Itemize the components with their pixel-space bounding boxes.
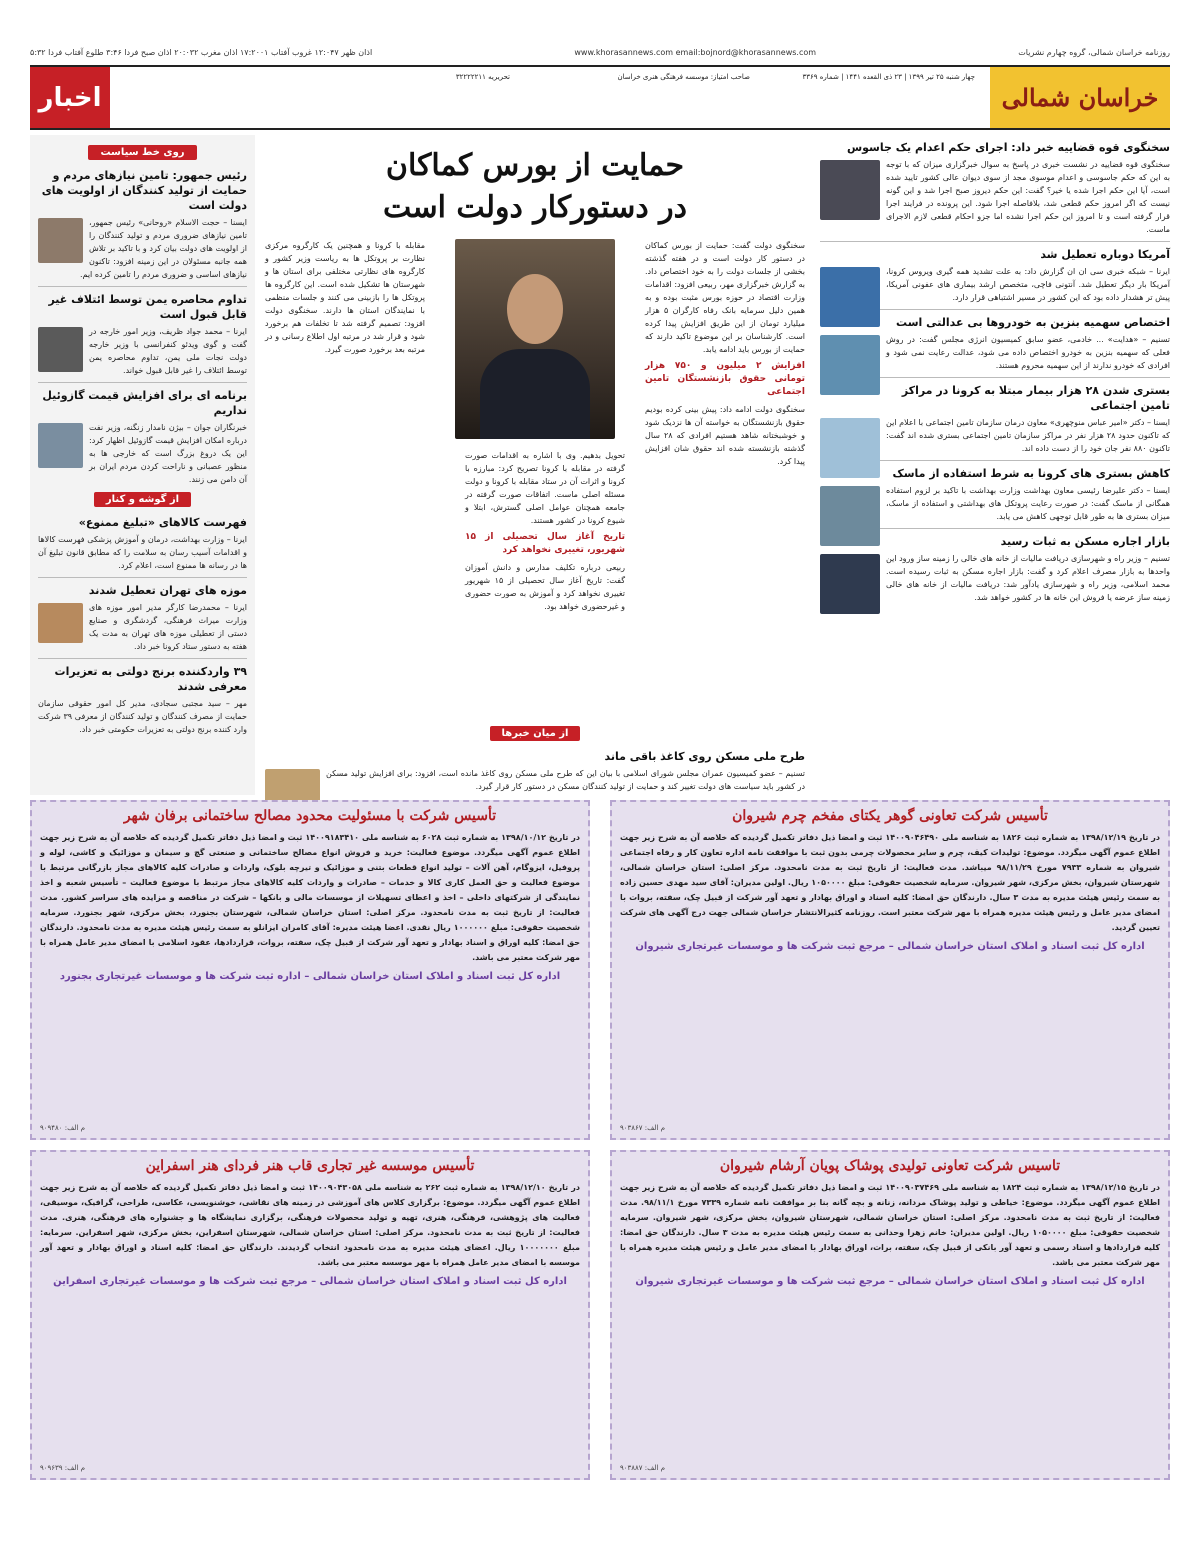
topline-mid[interactable]: www.khorasannews.com email:bojnord@khorasannews.com [574, 48, 817, 57]
news-title-5[interactable]: کاهش بستری های کرونا به شرط استفاده از ماسک [892, 467, 1170, 480]
topline [30, 48, 1170, 57]
section-label: اخبار [30, 67, 110, 128]
news-body-5: ایسنا – دکتر علیرضا رئیسی معاون بهداشت وزارت بهداشت با تاکید بر لزوم استفاده همگانی از ماسک گفت: در صورت رعایت پروتکل های بهداشتی و استفاده از ماسک، میزان بستری ها به طور قابل توجهی کاهش می یابد. [886, 486, 1170, 521]
topline-left: اذان ظهر ۱۲:۰۴۷ غروب آفتاب ۱۷:۲۰۰۱ اذان مغرب ۲۰:۰۳۲ اذان صبح فردا ۳:۴۶ طلوع آفتاب فردا ۵:۳۲ [30, 48, 373, 57]
left-title-4[interactable]: فهرست کالاهای «تبلیغ ممنوع» [78, 516, 247, 529]
news-title-4[interactable]: بستری شدن ۲۸ هزار بیمار مبتلا به کرونا در مراکز تامین اجتماعی [901, 384, 1170, 412]
left-body-5: ایرنا – محمدرضا کارگر مدیر امور موزه های وزارت میراث فرهنگی، گردشگری و صنایع دستی از تعطیلی موزه های تهران به مدت یک هفته به دستور ستاد کرونا خبر داد. [89, 603, 247, 651]
main-story [265, 239, 805, 719]
left-body-2: ایرنا – محمد جواد ظریف، وزیر امور خارجه در گفت و گوی ویدئو کنفرانسی با وزیر خارجه دولت نجات ملی یمن، تداوم محاصره یمن توسط ائتلاف را غیر قابل قبول خواند. [89, 327, 247, 375]
news-body-2: ایرنا – شبکه خبری سی ان ان گزارش داد: به علت تشدید همه گیری ویروس کرونا، آمریکا بار دیگر تعطیل شد. آنتونی فاچی، متخصص ارشد بیماری های عفونی آمریکا، پیش تر هشدار داده بود که این کشور در مسیر اشتباهی قرار دارد. [886, 267, 1170, 302]
masthead-info-1 [775, 72, 975, 82]
left-title-1[interactable]: رئیس جمهور: تامین نیازهای مردم و حمایت از تولید کنندگان از اولویت های دولت است [41, 169, 247, 212]
ad-body: در تاریخ ۱۳۹۸/۱۲/۱۹ به شماره ثبت ۱۸۲۶ به شناسه ملی ۱۴۰۰۹۰۴۶۴۹۰ ثبت و امضا ذیل دفاتر تکمیل گردیده که خلاصه آن به شرح زیر جهت اطلاع عموم آگهی میگردد. موضوع: تولیدات کیف، چرم و سایر محصولات چرمی بدون ثبت با موافقت نامه اداره تعاون کار و رفاه اجتماعی شیروان به شماره ۷۹۳۳ مورخ ۹۸/۱۱/۲۹ میباشد. مدت فعالیت: از تاریخ ثبت به مدت نامحدود. مرکز اصلی: استان خراسان شمالی، شهرستان شیروان، بخش مرکزی، شهر شیروان. سرمایه شخصیت حقوقی: مبلغ ۱۰۵۰۰۰۰ ریال. اولین مدیران: آقای سید مهدی حسین زاده به سمت رئیس هیئت مدیره به مدت ۳ سال. دارندگان حق امضا: کلیه اسناد و اوراق بهادار و تعهد آور شرکت از قبیل چک، سفته، بروات با امضای مدیر عامل و رئیس هیئت مدیره همراه با مهر شرکت معتبر است. روزنامه کثیرالانتشار خراسان شمالی جهت درج آگهی های شرکت تعیین گردید. [620, 833, 1160, 932]
photo-suit [480, 349, 590, 439]
tag-wrap [265, 720, 805, 744]
right-column [820, 135, 1170, 616]
news-body-4: ایسنا – دکتر «امیر عباس منوچهری» معاون درمان سازمان تامین اجتماعی با اعلام این که تاکنون حدود ۲۸ هزار نفر در مراکز سازمان تامین اجتماعی بستری شده اند گفت: تاکنون ۸۸۰ نفر جان خود را از دست داده اند. [886, 418, 1170, 453]
photo-thumbnail [38, 218, 83, 263]
news-title-1[interactable]: سخنگوی قوه قضاییه خبر داد: اجرای حکم اعدام یک جاسوس [846, 141, 1170, 154]
section-tag-corners: از گوشه و کنار [94, 492, 191, 507]
story-column-3 [265, 239, 425, 356]
topline-right: روزنامه خراسان شمالی، گروه چهارم نشریات [1018, 48, 1170, 57]
photo-thumbnail [820, 335, 880, 395]
ad-footer: اداره کل ثبت اسناد و املاک استان خراسان شمالی – مرجع ثبت شرکت ها و موسسات غیرتجاری اسفراین [53, 1276, 567, 1287]
tag-wrap [38, 486, 247, 510]
photo-thumbnail [820, 554, 880, 614]
newspaper-page [30, 40, 1170, 1480]
ad-footer: اداره کل ثبت اسناد و املاک استان خراسان شمالی – اداره ثبت شرکت ها و موسسات غیرتجاری بجنورد [59, 971, 561, 982]
middle-column [265, 135, 806, 791]
masthead-date: چهار شنبه ۲۵ تیر ۱۳۹۹ | ۲۳ ذی القعده ۱۴۴۱ | شماره ۳۳۶۹ [802, 73, 975, 81]
divider [820, 241, 1170, 242]
left-title-5[interactable]: موزه های تهران تعطیل شدند [88, 584, 247, 597]
left-body-6: مهر – سید مجتبی سجادی، مدیر کل امور حقوقی سازمان حمایت از مصرف کنندگان و تولید کنندگان از معرفی ۳۹ شرکت وارد کننده برنج دولتی به تعزیرات حکومتی خبر داد. [38, 699, 247, 734]
ad-box [610, 800, 1170, 1140]
ad-code: م الف: ۹۰۳۸۶۷ [620, 1124, 666, 1132]
ad-body: در تاریخ ۱۳۹۸/۱۲/۱۰ به شماره ثبت ۲۶۲ به شناسه ملی ۱۴۰۰۹۰۴۳۰۵۸ ثبت و امضا ذیل دفاتر تکمیل گردیده که خلاصه آن به شرح زیر جهت اطلاع عموم آگهی میگردد. موضوع: برگزاری کلاس های آموزشی در زمینه های نقاشی، خوشنویسی، عکاسی، طراحی، گرافیک، موسیقی، فعالیت های پژوهشی، فرهنگی، هنری، تهیه و تولید محصولات فرهنگی، برگزاری نمایشگاه ها و جشنواره های فرهنگی، هنری. مدت فعالیت: از تاریخ ثبت به مدت نامحدود. مرکز اصلی: استان خراسان شمالی، شهرستان اسفراین، بخش مرکزی، شهر اسفراین. سرمایه: مبلغ ۱۰۰۰۰۰۰۰ ریال. اعضای هیئت مدیره به مدت نامحدود انتخاب گردیدند. دارندگان حق امضا: کلیه اسناد و اوراق بهادار و تعهد آور موسسه با امضای مدیر عامل همراه با مهر موسسه معتبر می باشد. [40, 1183, 580, 1267]
news-body-1: سخنگوی قوه قضاییه در نشست خبری در پاسخ به سوال خبرگزاری میزان که با توجه به این که حکم جاسوسی و اعدام موسوی مجد از سوی دیوان عالی کشور تایید شده است، آیا این حکم اجرا شده یا خیر؟ گفت: این حکم دیروز صبح اجرا شد و این گونه نیست که اگر امروز حکم قطعی شد، بلافاصله اجرا شود. این پرونده در فرایند اجرا قرار گرفته است و تا امروز این حکم اجرا نشده اما جزو احکام قطعی لازم الاجرای ماست. [886, 160, 1170, 234]
photo-thumbnail [38, 423, 83, 468]
photo-thumbnail [820, 267, 880, 327]
divider [38, 286, 247, 287]
story-text-2b: ربیعی درباره تکلیف مدارس و دانش آموزان گفت: تاریخ آغاز سال تحصیلی از ۱۵ شهریور تغییری نخواهد کرد و آموزش به صورت حضوری و غیرحضوری خواهد بود. [465, 563, 625, 611]
ad-footer: اداره کل ثبت اسناد و املاک استان خراسان شمالی – مرجع ثبت شرکت ها و موسسات غیرتجاری شیروان [635, 1276, 1145, 1287]
photo-thumbnail [38, 327, 83, 372]
ad-title[interactable]: تاسیس شرکت تعاونی تولیدی پوشاک پویان آرشام شیروان [719, 1158, 1061, 1174]
left-body-1: ایسنا – حجت الاسلام «روحانی» رئیس جمهور، تامین نیازهای ضروری مردم و تولید کنندگان را از اولویت های دولت بیان کرد و با تاکید بر تلاش همه جانبه مسئولان در این زمینه افزود: تاکنون نیازهای اساسی و ضروری مردم را تامین کرده ایم. [79, 218, 247, 279]
story-subhead-1: افزایش ۲ میلیون و ۷۵۰ هزار تومانی حقوق بازنشستگان تامین اجتماعی [645, 361, 805, 397]
story-subhead-2: تاریخ آغاز سال تحصیلی از ۱۵ شهریور، تغییری نخواهد کرد [465, 532, 625, 555]
story-column-1 [645, 239, 805, 468]
divider [38, 658, 247, 659]
story-text-1: سخنگوی دولت گفت: حمایت از بورس کماکان در دستور کار دولت است و در هفته گذشته بخشی از جلسات دولت را به خود اختصاص داد. به گزارش خبرگزاری مهر، ربیعی افزود: اقدامات وزارت اقتصاد در حوزه بورس مثبت بوده و به همین دلیل سرمایه بانک رفاه کارگران ۵ هزار میلیارد تومان از این طریق افزایش پیدا کرده است. کارشناسان بر این موضوع تاکید دارند که حمایت از بورس باید ادامه یابد. [645, 241, 806, 354]
masthead-info-3 [330, 72, 510, 82]
ad-title[interactable]: تأسیس شرکت تعاونی گوهر یکتای مفخم چرم شیروان [732, 808, 1048, 824]
ad-body: در تاریخ ۱۳۹۸/۱۲/۱۵ به شماره ثبت ۱۸۲۴ به شناسه ملی ۱۴۰۰۹۰۳۷۴۶۹ ثبت و امضا ذیل دفاتر تکمیل گردیده که خلاصه آن به شرح زیر جهت اطلاع عموم آگهی میگردد. موضوع: خیاطی و تولید پوشاک مردانه، زنانه و بچه گانه بنا بر موافقت نامه شماره ۷۳۳۹ مورخ ۹۸/۱۱/۱. مدت فعالیت: از تاریخ ثبت به مدت نامحدود. مرکز اصلی: استان خراسان شمالی، شهرستان شیروان، بخش مرکزی، شهر شیروان. سرمایه شخصیت حقوقی: مبلغ ۱۰۵۰۰۰۰ ریال. اولین مدیران: خانم زهرا وحدانی به سمت رئیس هیئت مدیره به مدت ۳ سال. دارندگان حق امضا: کلیه قراردادها و اسناد رسمی و تعهد آور بانکی از قبیل چک، سفته، برات، اوراق بهادار با امضای مدیر عامل و رئیس هیئت مدیره همراه با مهر شرکت معتبر می باشد. [620, 1183, 1161, 1267]
photo-thumbnail [820, 486, 880, 546]
headline-line-1: حمایت از بورس کماکان [385, 148, 685, 183]
masthead-info-2 [550, 72, 750, 82]
news-title-6[interactable]: بازار اجاره مسکن به ثبات رسید [1000, 535, 1170, 548]
story-text-1b: سخنگوی دولت ادامه داد: پیش بینی کرده بودیم حقوق بازنشستگان به خواسته آن ها نزدیک شود و خوشبختانه شاهد هستیم افرادی که ۲۸ سال گذشته بازنشسته شده اند حقوق شان افزایش پیدا کرد. [645, 405, 805, 466]
ad-code: م الف: ۹۰۹۶۳۹ [40, 1464, 86, 1472]
left-column [30, 135, 255, 795]
divider [38, 577, 247, 578]
news-body-6: تسنیم – وزیر راه و شهرسازی دریافت مالیات از خانه های خالی را زمینه ساز ورود این واحدها به بازار مصرف اعلام کرد و گفت: بازار اجاره مسکن به ثبات رسیده است. محمد اسلامی، وزیر راه و شهرسازی یادآور شد: دریافت مالیات از خانه های خالی زمینه ساز عرضه یا فروش این خانه ها در کشور خواهد شد. [886, 554, 1170, 602]
masthead [30, 65, 1170, 130]
story-text-2: تحویل بدهیم. وی با اشاره به اقدامات صورت گرفته در مقابله با کرونا تصریح کرد: مبارزه با کرونا و اثرات آن در ستاد مقابله با کرونا و دولت مسئله اصلی ماست. اتفاقات صورت گرفته در جامعه همچنان عوامل اصلی گسترش، ابتلا و شیوع کرونا در کشور هستند. [465, 451, 625, 525]
photo-thumbnail [38, 603, 83, 643]
divider [38, 382, 247, 383]
left-body-4: ایرنا – وزارت بهداشت، درمان و آموزش پزشکی فهرست کالاها و اقدامات آسیب رسان به سلامت را که مطابق قانون تبلیغ آن ها در رسانه ها ممنوع است، اعلام کرد. [38, 535, 247, 570]
ad-code: م الف: ۹۰۳۸۸۷ [620, 1464, 666, 1472]
tag-wrap [38, 139, 247, 163]
ad-box [610, 1150, 1170, 1480]
left-title-6[interactable]: ۳۹ واردکننده برنج دولتی به تعزیرات معرفی شدند [54, 665, 247, 693]
left-title-3[interactable]: برنامه ای برای افزایش قیمت گازوئیل نداریم [42, 389, 247, 417]
ad-code: م الف: ۹۰۹۴۸۰ [40, 1124, 86, 1132]
ad-title[interactable]: تأسیس شرکت با مسئولیت محدود مصالح ساختمانی برفان شهر [123, 808, 497, 824]
section-tag-politics: روی خط سیاست [88, 145, 196, 160]
ad-box [30, 1150, 590, 1480]
news-body-3: تسنیم – «هدایت» ... خادمی، عضو سابق کمیسیون انرژی مجلس گفت: در روش فعلی که سهمیه بنزین به خودرو اختصاص داده می شود، عدالت رعایت نمی شود و افرادی که خودرو ندارند از این سهمیه محروم هستند. [886, 335, 1170, 370]
ad-title[interactable]: تأسیس موسسه غیر تجاری قاب هنر فردای هنر اسفراین [145, 1158, 475, 1174]
story-column-2 [465, 449, 625, 613]
photo-face [507, 274, 563, 344]
photo-thumbnail [820, 418, 880, 478]
logo[interactable]: خراسان شمالی [990, 67, 1170, 128]
left-title-2[interactable]: تداوم محاصره یمن توسط ائتلاف غیر قابل قبول است [48, 293, 247, 321]
left-body-3: خبرنگاران جوان – بیژن نامدار زنگنه، وزیر نفت درباره امکان افزایش قیمت گازوئیل اظهار کرد: این یک دروغ بزرگ است که خارجی ها به منظور عصبانی و ناراحت کردن مردم ایران بر آن دامن می زنند. [89, 423, 247, 484]
masthead-phone: تحریریه ۳۲۲۲۲۲۱۱ [455, 73, 510, 81]
strip-title[interactable]: طرح ملی مسکن روی کاغذ باقی ماند [604, 750, 805, 763]
news-title-2[interactable]: آمریکا دوباره تعطیل شد [1040, 248, 1170, 261]
ad-footer: اداره کل ثبت اسناد و املاک استان خراسان شمالی – مرجع ثبت شرکت ها و موسسات غیرتجاری شیروان [635, 941, 1145, 952]
news-title-3[interactable]: اختصاص سهمیه بنزین به خودروها بی عدالتی است [896, 316, 1170, 329]
strip-body: تسنیم – عضو کمیسیون عمران مجلس شورای اسلامی با بیان این که طرح ملی مسکن روی کاغذ مانده است، افزود: برای افزایش تولید مسکن در کشور باید سیاست های دولت تغییر کند و حمایت از تولید کنندگان مسکن در دستور کار قرار گیرد. [326, 769, 805, 791]
ad-body: در تاریخ ۱۳۹۸/۱۰/۱۲ به شماره ثبت ۶۰۲۸ به شناسه ملی ۱۴۰۰۹۱۸۳۴۱۰ ثبت و امضا ذیل دفاتر تکمیل گردیده که خلاصه آن به شرح زیر جهت اطلاع عموم آگهی میگردد. موضوع فعالیت: خرید و فروش انواع مصالح ساختمانی و صنعتی گچ و سیمان و موزائیک و کاشی، لوله و پروفیل، ایزوگام، آهن آلات – تولید انواع قطعات بتنی و موزائیک و تیرچه بلوک، واردات و صادرات کلیه کالاهای مجاز بازرگانی مرتبط با موضوع فعالیت و حق العمل کاری کالا و خدمات – صادرات و واردات کلیه کالاهای مجاز مرتبط با موضوع فعالیت – تأسیس شعبه و اخذ نمایندگی از شرکتهای داخلی – اخذ و اعطای تسهیلات از موسسات مالی و بانکها – شرکت در مناقصه و مزایده های سراسر کشور. مدت فعالیت: از تاریخ ثبت به مدت نامحدود. مرکز اصلی: استان خراسان شمالی، شهرستان بجنورد، بخش مرکزی، شهر بجنورد. سرمایه شخصیت حقوقی: مبلغ ۱۰۰۰۰۰۰ ریال نقدی. اعضا هیئت مدیره: آقای کامران ایزانلو به سمت رئیس هیئت مدیره به مدت نامحدود. دارندگان حق امضا: کلیه اوراق و اسناد بهادار و تعهد آور شرکت از قبیل چک، سفته، بروات، قراردادها، عقود اسلامی با امضای مدیر عامل همراه با مهر شرکت معتبر می باشد. [40, 833, 580, 962]
photo-thumbnail [820, 160, 880, 220]
spokesman-photo [455, 239, 615, 439]
section-tag-between-news: از میان خبرها [490, 726, 581, 741]
headline-line-2: در دستورکار دولت است [383, 190, 687, 225]
masthead-owner: صاحب امتیاز: موسسه فرهنگی هنری خراسان [617, 73, 750, 81]
ad-box [30, 800, 590, 1140]
story-text-3: مقابله با کرونا و همچنین یک کارگروه مرکزی نظارت بر پروتکل ها به ریاست وزیر کشور و کارگروه های نظارتی مختلفی برای استان ها و شهرستان ها تشکیل شده است. این کارگروه ها پروتکل ها را بازبینی می کنند و جلسات منظمی با نمایندگان استان ها دارند. سخنگوی دولت افزود: تصمیم گرفته شد تا تخلفات هم برخورد شود و قرار شد در مرتبه اول اطلاع رسانی و در مرتبه بعد برخورد صورت گیرد. [265, 241, 425, 354]
main-headline[interactable] [265, 145, 805, 229]
